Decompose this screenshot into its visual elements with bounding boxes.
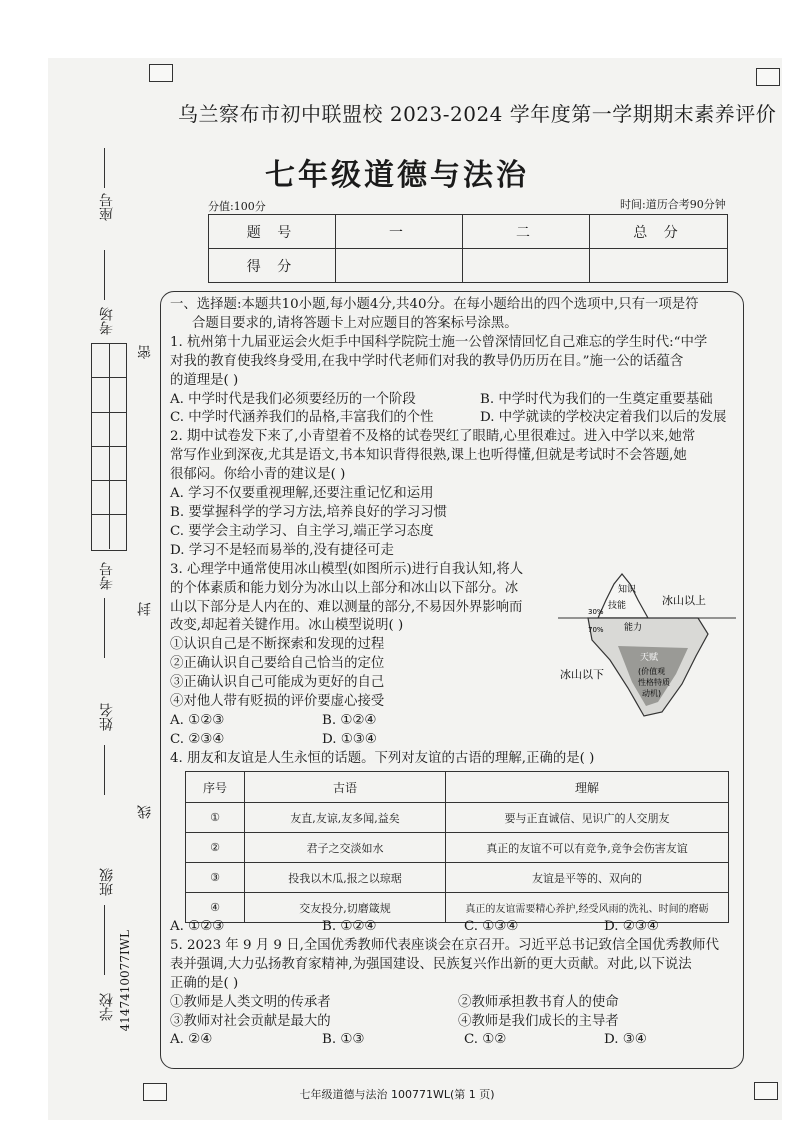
fig-below: 冰山以下 xyxy=(560,668,604,681)
table-row xyxy=(186,803,729,833)
section-intro: 一、选择题:本题共10小题,每小题4分,共40分。在每小题给出的四个选项中,只有一项是符 xyxy=(170,297,699,312)
page-footer: 七年级道德与法治 100771WL(第 1 页) xyxy=(299,1088,495,1101)
score-row-label: 得 分 xyxy=(209,249,336,283)
seat-line xyxy=(104,148,105,188)
q5-option-a[interactable]: A. ②④ xyxy=(170,1032,213,1048)
q1-option-b[interactable]: B. 中学时代为我们的一生奠定重要基础 xyxy=(480,391,713,407)
q5-stem: 正确的是( ) xyxy=(170,975,239,991)
q4-cell: ③ xyxy=(186,863,245,893)
iceberg-figure xyxy=(558,556,736,724)
score-table xyxy=(208,214,728,283)
fig-talent: 天赋 xyxy=(640,653,659,663)
q2-stem: 很郁闷。你给小青的建议是( ) xyxy=(170,467,346,483)
q2-option-d[interactable]: D. 学习不是轻而易举的,没有捷径可走 xyxy=(170,542,394,558)
q4-option-a[interactable]: A. ①②③ xyxy=(170,919,225,934)
fig-above: 冰山以上 xyxy=(662,594,706,607)
fig-knowledge: 知识 xyxy=(618,585,637,595)
q5-statement: ③教师对社会贡献是最大的 xyxy=(170,1013,331,1029)
q1-stem: 的道理是( ) xyxy=(170,372,239,388)
q3-statement: ②正确认识自己要给自己恰当的定位 xyxy=(170,656,385,672)
q4-option-b[interactable]: B. ①②④ xyxy=(322,919,377,934)
fig-percent-30: 30% xyxy=(588,608,604,616)
table-row xyxy=(186,863,729,893)
q4-cell: 要与正直诚信、见识广的人交朋友 xyxy=(446,803,729,833)
time-note: 时间:道历合考90分钟 xyxy=(620,198,726,211)
q4-cell: 投我以木瓜,报之以琼琚 xyxy=(245,863,446,893)
q5-stem: 表并强调,大力弘扬教育家精神,为强国建设、民族复兴作出新的更大贡献。对此,以下说法 xyxy=(170,956,692,972)
fig-values: 动机) xyxy=(642,689,662,698)
q4-cell: 真正的友谊需要精心养护,经受风雨的洗礼、时间的磨砺 xyxy=(446,893,729,923)
score-header-cell: 总 分 xyxy=(590,215,728,249)
table-row xyxy=(186,833,729,863)
q4-cell: 君子之交淡如水 xyxy=(245,833,446,863)
q4-cell: 友谊是平等的、双向的 xyxy=(446,863,729,893)
score-cell[interactable] xyxy=(463,249,590,283)
q3-option-c[interactable]: C. ②③④ xyxy=(170,731,225,747)
q5-option-c[interactable]: C. ①② xyxy=(464,1032,507,1048)
q1-stem: 对我的教育使我终身受用,在我中学时代老师们对我的教导仍历历在目。”施一公的话蕴含 xyxy=(170,353,684,369)
q4-cell: ② xyxy=(186,833,245,863)
class-line xyxy=(104,905,105,975)
class-label: 班级 xyxy=(99,868,115,896)
room-label: 考场 xyxy=(99,307,115,335)
q4-option-c[interactable]: C. ①③④ xyxy=(464,919,519,934)
q5-statement: ①教师是人类文明的传承者 xyxy=(170,994,331,1010)
q4-header: 古语 xyxy=(245,772,446,803)
score-header-cell: 题 号 xyxy=(209,215,336,249)
fig-values: 性格特质 xyxy=(638,678,670,687)
q4-cell: 交友投分,切磨箴规 xyxy=(245,893,446,923)
score-total: 分值:100分 xyxy=(208,200,266,213)
exam-number-grid[interactable] xyxy=(91,343,127,551)
q4-header: 理解 xyxy=(446,772,729,803)
school-label: 学校 xyxy=(99,993,115,1021)
q2-stem: 2. 期中试卷发下来了,小青望着不及格的试卷哭红了眼睛,心里很难过。进入中学以来,她常 xyxy=(170,429,696,445)
q4-table xyxy=(185,771,729,923)
q3-stem: 山以下部分是人内在的、难以测量的部分,不易因外界影响而 xyxy=(170,599,523,615)
q4-header: 序号 xyxy=(186,772,245,803)
fig-ability: 能力 xyxy=(624,623,643,633)
subject-title: 七年级道德与法治 xyxy=(265,158,529,193)
score-header-cell: 一 xyxy=(336,215,463,249)
q5-stem: 5. 2023 年 9 月 9 日,全国优秀教师代表座谈会在京召开。习近平总书记致信全国优秀教师代 xyxy=(170,937,719,953)
fig-values: (价值观 xyxy=(638,667,666,676)
q3-stem: 改变,却起着关键作用。冰山模型说明( ) xyxy=(170,618,404,634)
seal-mark: 线 xyxy=(137,805,153,819)
q3-statement: ④对他人带有贬损的评价要虚心接受 xyxy=(170,694,385,710)
q1-option-a[interactable]: A. 中学时代是我们必须要经历的一个阶段 xyxy=(170,391,416,407)
q2-stem: 常写作业到深夜,尤其是语文,书本知识背得很熟,课上也听得懂,但就是考试时不会答题,她 xyxy=(170,448,687,464)
q3-stem: 的个体素质和能力划分为冰山以上部分和冰山以下部分。冰 xyxy=(170,580,519,596)
q5-statement: ②教师承担教书育人的使命 xyxy=(458,994,619,1010)
q1-option-c[interactable]: C. 中学时代涵养我们的品格,丰富我们的个性 xyxy=(170,410,434,426)
exam-title: 乌兰察布市初中联盟校 2023-2024 学年度第一学期期末素养评价 xyxy=(178,102,777,126)
fig-percent-70: 70% xyxy=(588,626,604,634)
score-header-cell: 二 xyxy=(463,215,590,249)
q4-cell: 真正的友谊不可以有竞争,竞争会伤害友谊 xyxy=(446,833,729,863)
q3-statement: ①认识自己是不断探索和发现的过程 xyxy=(170,637,385,653)
q2-option-a[interactable]: A. 学习不仅要重视理解,还要注重记忆和运用 xyxy=(170,486,434,502)
score-cell[interactable] xyxy=(590,249,728,283)
seat-label: 座号 xyxy=(99,193,115,221)
corner-mark-top-right xyxy=(756,68,780,86)
section-intro: 合题目要求的,请将答题卡上对应题目的答案标号涂黑。 xyxy=(192,315,518,331)
q4-q5-content xyxy=(170,918,736,1050)
iceberg-above xyxy=(598,574,648,618)
exam-number-line xyxy=(104,598,105,658)
q2-option-c[interactable]: C. 要学会主动学习、自主学习,端正学习态度 xyxy=(170,523,434,539)
q3-option-d[interactable]: D. ①③④ xyxy=(322,731,377,747)
q5-option-b[interactable]: B. ①③ xyxy=(322,1032,365,1048)
seal-mark: 封 xyxy=(137,602,153,616)
q1-option-d[interactable]: D. 中学就读的学校决定着我们以后的发展 xyxy=(480,410,727,426)
room-line xyxy=(104,250,105,300)
name-label: 姓名 xyxy=(99,703,115,731)
q4-cell: 友直,友谅,友多闻,益矣 xyxy=(245,803,446,833)
barcode-text: 4147410077IWL xyxy=(118,930,132,1032)
q5-statement: ④教师是我们成长的主导者 xyxy=(458,1013,619,1029)
q3-statement: ③正确认识自己可能成为更好的自己 xyxy=(170,675,385,691)
q2-option-b[interactable]: B. 要掌握科学的学习方法,培养良好的学习习惯 xyxy=(170,504,448,520)
q3-option-b[interactable]: B. ①②④ xyxy=(322,712,377,728)
seal-mark: 密 xyxy=(137,345,153,359)
q3-option-a[interactable]: A. ①②③ xyxy=(170,712,225,728)
exam-number-label: 考号 xyxy=(99,562,115,590)
q4-cell: ① xyxy=(186,803,245,833)
q1-stem: 1. 杭州第十九届亚运会火炬手中国科学院院士施一公曾深情回忆自己难忘的学生时代:“中学 xyxy=(170,334,708,350)
score-cell[interactable] xyxy=(336,249,463,283)
q5-option-d[interactable]: D. ③④ xyxy=(604,1032,647,1048)
name-line xyxy=(104,745,105,795)
q4-cell: ④ xyxy=(186,893,245,923)
q3-stem: 3. 心理学中通常使用冰山模型(如图所示)进行自我认知,将人 xyxy=(170,561,524,577)
fig-skill: 技能 xyxy=(608,601,627,611)
corner-mark-top-left xyxy=(149,64,173,82)
q4-stem: 4. 朋友和友谊是人生永恒的话题。下列对友谊的古语的理解,正确的是( ) xyxy=(170,750,595,766)
q4-option-d[interactable]: D. ②③④ xyxy=(604,919,659,934)
